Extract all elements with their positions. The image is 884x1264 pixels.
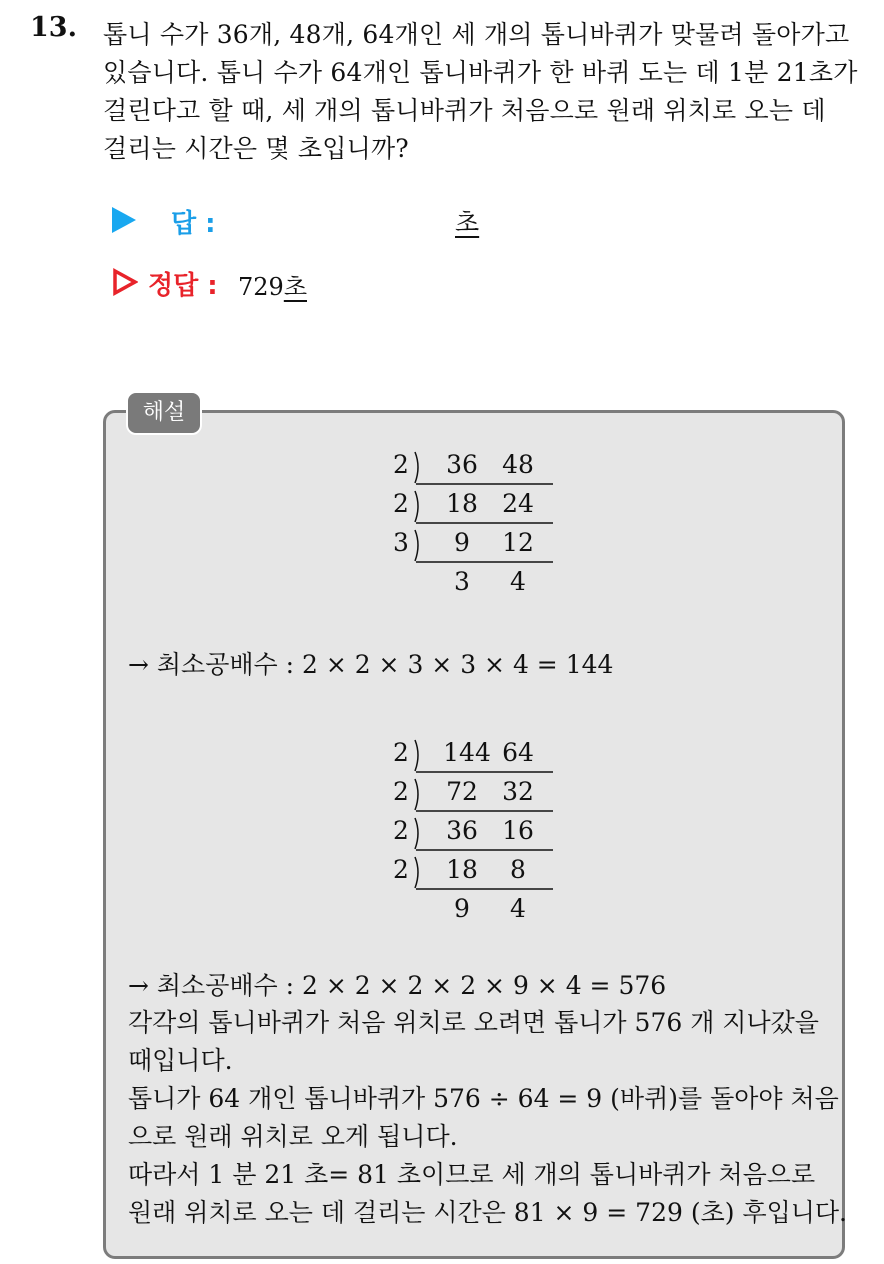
play-arrow-icon: [112, 207, 136, 233]
dividend-a: 144: [443, 738, 491, 767]
dividend-a: 9: [454, 528, 470, 557]
divisor: 2: [393, 777, 409, 806]
correct-number: 729: [238, 273, 284, 301]
dividend-b: 24: [502, 489, 534, 518]
division-result: [393, 567, 563, 605]
dividend-b: 48: [502, 450, 534, 479]
division-lines: [411, 450, 556, 570]
explanation-text-line: 으로 원래 위치로 오게 됩니다.: [128, 1122, 458, 1151]
explanation-text-line: 따라서 1 분 21 초= 81 초이므로 세 개의 톱니바퀴가 처음으로: [128, 1160, 816, 1189]
correct-value: [238, 267, 307, 302]
correct-unit: 초: [283, 273, 307, 301]
outline-arrow-icon: [112, 268, 138, 300]
explanation-text-line: 원래 위치로 오는 데 걸리는 시간은 81 × 9 = 729 (초) 후입니다.: [128, 1198, 847, 1227]
dividend-b: 32: [502, 777, 534, 806]
dividend-a: 18: [446, 489, 478, 518]
division-lines: [411, 738, 556, 898]
quotient-a: 9: [454, 894, 470, 923]
question-line: 톱니 수가 36개, 48개, 64개인 세 개의 톱니바퀴가 맞물려 돌아가고: [103, 20, 850, 49]
divisor: 2: [393, 450, 409, 479]
divisor: 2: [393, 738, 409, 767]
question-number: 13.: [30, 12, 77, 43]
correct-label: 정답 :: [148, 271, 218, 301]
dividend-b: 8: [510, 855, 526, 884]
dividend-a: 18: [446, 855, 478, 884]
dividend-a: 36: [446, 450, 478, 479]
explanation-text-line: 각각의 톱니바퀴가 처음 위치로 오려면 톱니가 576 개 지나갔을: [128, 1008, 819, 1037]
question-line: 걸리는 시간은 몇 초입니까?: [103, 134, 409, 163]
lcm-line-1: → 최소공배수 : 2 × 2 × 3 × 3 × 4 = 144: [128, 650, 614, 679]
dividend-b: 64: [502, 738, 534, 767]
quotient-b: 4: [510, 894, 526, 923]
explanation-text-line: 때입니다.: [128, 1046, 233, 1075]
dividend-b: 12: [502, 528, 534, 557]
explanation-tag: 해설: [126, 391, 202, 435]
lcm-line-2: → 최소공배수 : 2 × 2 × 2 × 2 × 9 × 4 = 576: [128, 971, 667, 1000]
division-result: [393, 894, 563, 932]
question-line: 걸린다고 할 때, 세 개의 톱니바퀴가 처음으로 원래 위치로 오는 데: [103, 96, 826, 125]
answer-label: 답 :: [171, 209, 216, 239]
quotient-a: 3: [454, 567, 470, 596]
divisor: 2: [393, 855, 409, 884]
division-ladder-2: [393, 738, 563, 938]
dividend-a: 72: [446, 777, 478, 806]
division-ladder-1: [393, 450, 563, 610]
quotient-b: 4: [510, 567, 526, 596]
divisor: 2: [393, 489, 409, 518]
divisor: 2: [393, 816, 409, 845]
dividend-a: 36: [446, 816, 478, 845]
answer-unit: 초: [455, 208, 480, 237]
explanation-text-line: 톱니가 64 개인 톱니바퀴가 576 ÷ 64 = 9 (바퀴)를 돌아야 처음: [128, 1084, 839, 1113]
dividend-b: 16: [502, 816, 534, 845]
divisor: 3: [393, 528, 409, 557]
question-line: 있습니다. 톱니 수가 64개인 톱니바퀴가 한 바퀴 도는 데 1분 21초가: [103, 58, 858, 87]
